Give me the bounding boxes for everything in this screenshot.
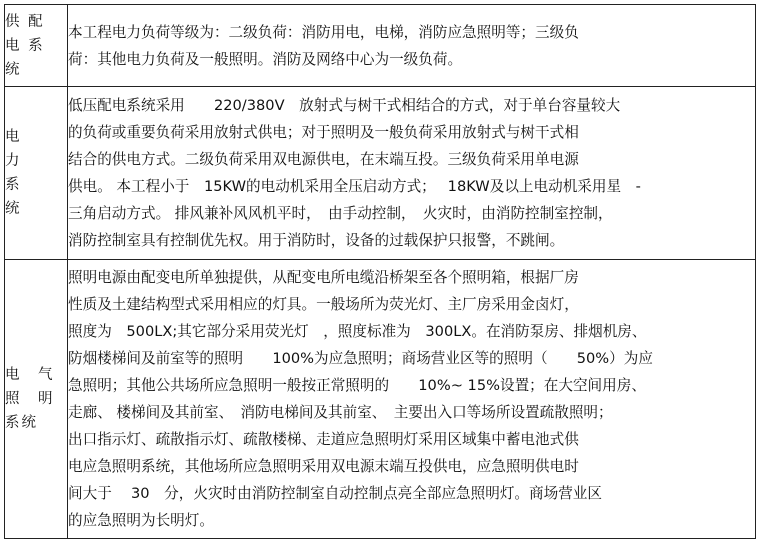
body-line: 结合的供电方式。二级负荷采用双电源供电，在末端互投。三级负荷采用单电源 [68,151,579,168]
row-header-line: 系 [5,177,22,193]
row-header-line: 力 [5,153,22,169]
table-row-power-supply-system [5,5,756,87]
body-line: 照度为 500LX;其它部分采用荧光灯 ，照度标准为 300LX。在消防泵房、排烟机房、 [68,323,647,340]
row-header-line: 统 [5,201,22,217]
table-row-lighting-system [5,260,756,539]
body-line: 走廊、 楼梯间及其前室、 消防电梯间及其前室、 主要出入口等场所设置疏散照明； [68,404,613,421]
row-header-line: 照 明 [5,391,55,407]
body-line: 本工程电力负荷等级为：二级负荷：消防用电，电梯，消防应急照明等；三级负 [68,23,579,41]
row-body-lighting-system [68,260,756,539]
table-row-power-system [5,87,756,260]
body-line: 防烟楼梯间及前室等的照明 100%为应急照明；商场营业区等的照明（ 50%）为应 [68,350,653,367]
row-body-power-system [68,87,756,260]
row-header-power-supply-system [5,5,68,87]
row-header-line: 电 [5,129,22,145]
row-header-line: 供 配 [5,13,45,30]
body-line: 出口指示灯、疏散指示灯、疏散楼梯、走道应急照明灯采用区域集中蓄电池式供 [68,431,579,448]
body-line: 的负荷或重要负荷采用放射式供电；对于照明及一般负荷采用放射式与树干式相 [68,124,579,141]
body-line: 电应急照明系统，其他场所应急照明采用双电源末端互投供电，应急照明供电时 [68,458,579,475]
row-header-power-system [5,87,68,260]
body-line: 间大于 30 分，火灾时由消防控制室自动控制点亮全部应急照明灯。商场营业区 [68,485,602,502]
body-line: 荷：其他电力负荷及一般照明。消防及网络中心为一级负荷。 [68,50,463,68]
body-line: 低压配电系统采用 220/380V 放射式与树干式相结合的方式，对于单台容量较大 [68,97,621,114]
row-header-line: 电 气 [5,367,55,383]
row-header-lighting-system [5,260,68,539]
body-line: 的应急照明为长明灯。 [68,512,214,529]
row-header-line: 系统 [5,415,38,431]
body-line: 消防控制室具有控制优先权。用于消防时，设备的过载保护只报警，不跳闸。 [68,232,565,249]
body-line: 照明电源由配变电所单独提供，从配变电所电缆沿桥架至各个照明箱，根据厂房 [68,269,579,286]
row-body-power-supply-system [68,5,756,87]
spec-table [4,4,756,539]
body-line: 供电。 本工程小于 15KW的电动机采用全压启动方式； 18KW及以上电动机采用星 - [68,178,641,195]
body-line: 急照明；其他公共场所应急照明一般按正常照明的 10%~ 15%设置；在大空间用房、 [68,377,646,394]
row-header-line: 电 系 [5,37,45,54]
row-header-line: 统 [5,61,22,78]
body-line: 性质及土建结构型式采用相应的灯具。一般场所为荧光灯、主厂房采用金卤灯， [68,296,579,313]
body-line: 三角启动方式。 排风兼补风风机平时， 由手动控制， 火灾时，由消防控制室控制， [68,205,613,222]
